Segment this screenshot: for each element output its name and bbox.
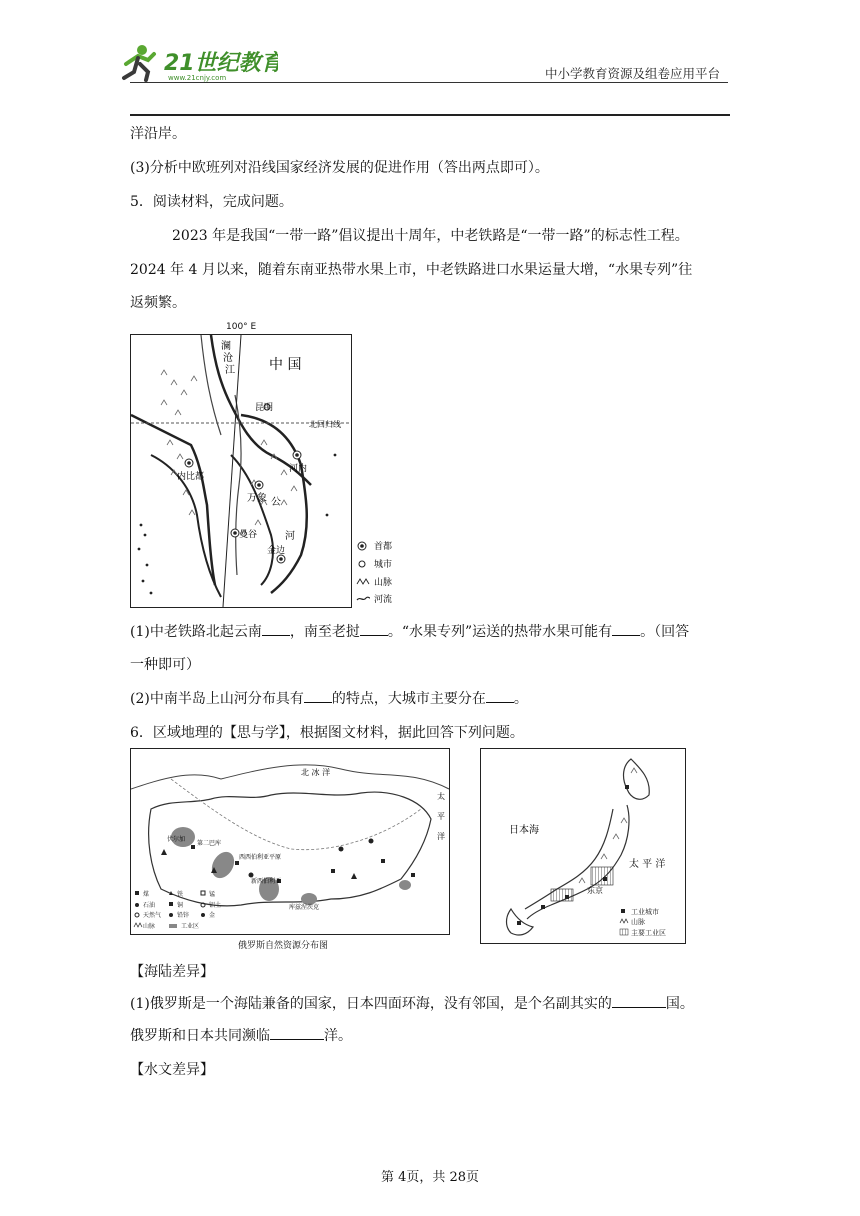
svg-text:曼谷: 曼谷 [239,530,258,540]
svg-text:平: 平 [437,812,445,821]
question-5-para: 返频繁。 [130,295,186,311]
svg-text:山脉: 山脉 [143,923,156,930]
svg-text:北回归线: 北回归线 [309,420,341,429]
svg-text:铜: 铜 [177,902,184,909]
section-heading: 【海陆差异】 [130,964,214,980]
svg-text:主要工业区: 主要工业区 [631,929,666,937]
svg-text:石油: 石油 [143,902,156,909]
svg-text:河: 河 [285,531,295,542]
text-line: 洋沿岸。 [130,126,186,142]
header-divider [130,82,728,83]
svg-text:洋: 洋 [437,832,445,841]
svg-text:昆明: 昆明 [255,403,274,413]
question-5-para: 2023 年是我国“一带一路”倡议提出十周年，中老铁路是“一带一路”的标志性工程。 [172,228,689,244]
question-6-title: 6．区域地理的【思与学】，根据图文材料，据此回答下列问题。 [130,725,524,741]
russia-map [130,748,450,935]
svg-text:金边: 金边 [267,546,286,556]
svg-text:西西伯利亚平原: 西西伯利亚平原 [239,854,282,861]
map1-legend [356,538,406,606]
logo-url: www.21cnjy.com [168,74,227,82]
question-5-1-cont: 一种即可） [130,657,200,673]
svg-text:煤: 煤 [143,891,150,898]
svg-text:澜: 澜 [221,341,231,352]
svg-text:江: 江 [225,365,235,376]
svg-text:首都: 首都 [374,542,393,552]
svg-text:金: 金 [209,912,216,919]
svg-text:锰: 锰 [209,891,216,898]
russia-map-caption: 俄罗斯自然资源分布图 [238,941,329,951]
question-5-2: (2)中南半岛上山河分布具有 的特点，大城市主要分在 。 [130,691,528,707]
svg-text:山脉: 山脉 [374,578,393,588]
japan-map [480,748,686,944]
svg-text:工业区: 工业区 [181,923,200,930]
svg-text:万象: 万象 [247,493,267,504]
svg-text:新西伯利亚: 新西伯利亚 [251,878,282,885]
svg-text:山脉: 山脉 [631,918,645,926]
svg-text:工业城市: 工业城市 [631,908,659,916]
svg-text:沧: 沧 [223,353,233,364]
header-platform-text: 中小学教育资源及组卷应用平台 [544,66,720,81]
page-footer: 第 4页，共 28页 [380,1170,480,1185]
question-5-para: 2024 年 4 月以来，随着东南亚热带水果上市，中老铁路进口水果运量大增，“水果专列”往 [130,262,693,278]
indochina-map [130,334,352,608]
map1-country: 中 国 [269,357,302,373]
svg-text:铁: 铁 [177,891,184,898]
svg-text:太 平 洋: 太 平 洋 [629,859,666,870]
svg-text:铝土: 铝土 [209,902,222,909]
question-5-title: 5．阅读材料，完成问题。 [130,194,293,210]
svg-text:公: 公 [271,497,281,508]
svg-text:河内: 河内 [289,464,308,474]
svg-text:北 冰 洋: 北 冰 洋 [301,768,331,777]
logo-text: 21世纪教育 [164,51,278,76]
site-logo [118,42,278,82]
runner-logo-icon [124,45,154,80]
svg-text:日本海: 日本海 [509,825,539,836]
svg-text:太: 太 [437,792,445,801]
svg-text:铅锌: 铅锌 [177,912,190,919]
svg-text:城市: 城市 [374,560,393,570]
svg-text:河流: 河流 [374,595,393,605]
svg-text:天然气: 天然气 [143,912,162,919]
svg-text:东京: 东京 [587,886,603,895]
meridian-label: 100° E [226,322,257,332]
svg-text:库兹涅茨克: 库兹涅茨克 [289,904,320,911]
question-4-3: (3)分析中欧班列对沿线国家经济发展的促进作用（答出两点即可）。 [130,160,549,176]
question-6-1-cont: 俄罗斯和日本共同濒临 洋。 [130,1028,352,1044]
svg-text:内比都: 内比都 [177,472,205,482]
question-5-1: (1)中老铁路北起云南 ，南至老挝 。“水果专列”运送的热带水果可能有 。（回答 [130,624,690,640]
question-6-1: (1)俄罗斯是一个海陆兼备的国家，日本四面环海，没有邻国，是个名副其实的 国。 [130,996,694,1012]
rule-line [130,114,730,116]
svg-text:伏尔加: 伏尔加 [167,836,186,843]
svg-text:第二巴库: 第二巴库 [197,840,222,847]
section-heading: 【水文差异】 [130,1062,214,1078]
